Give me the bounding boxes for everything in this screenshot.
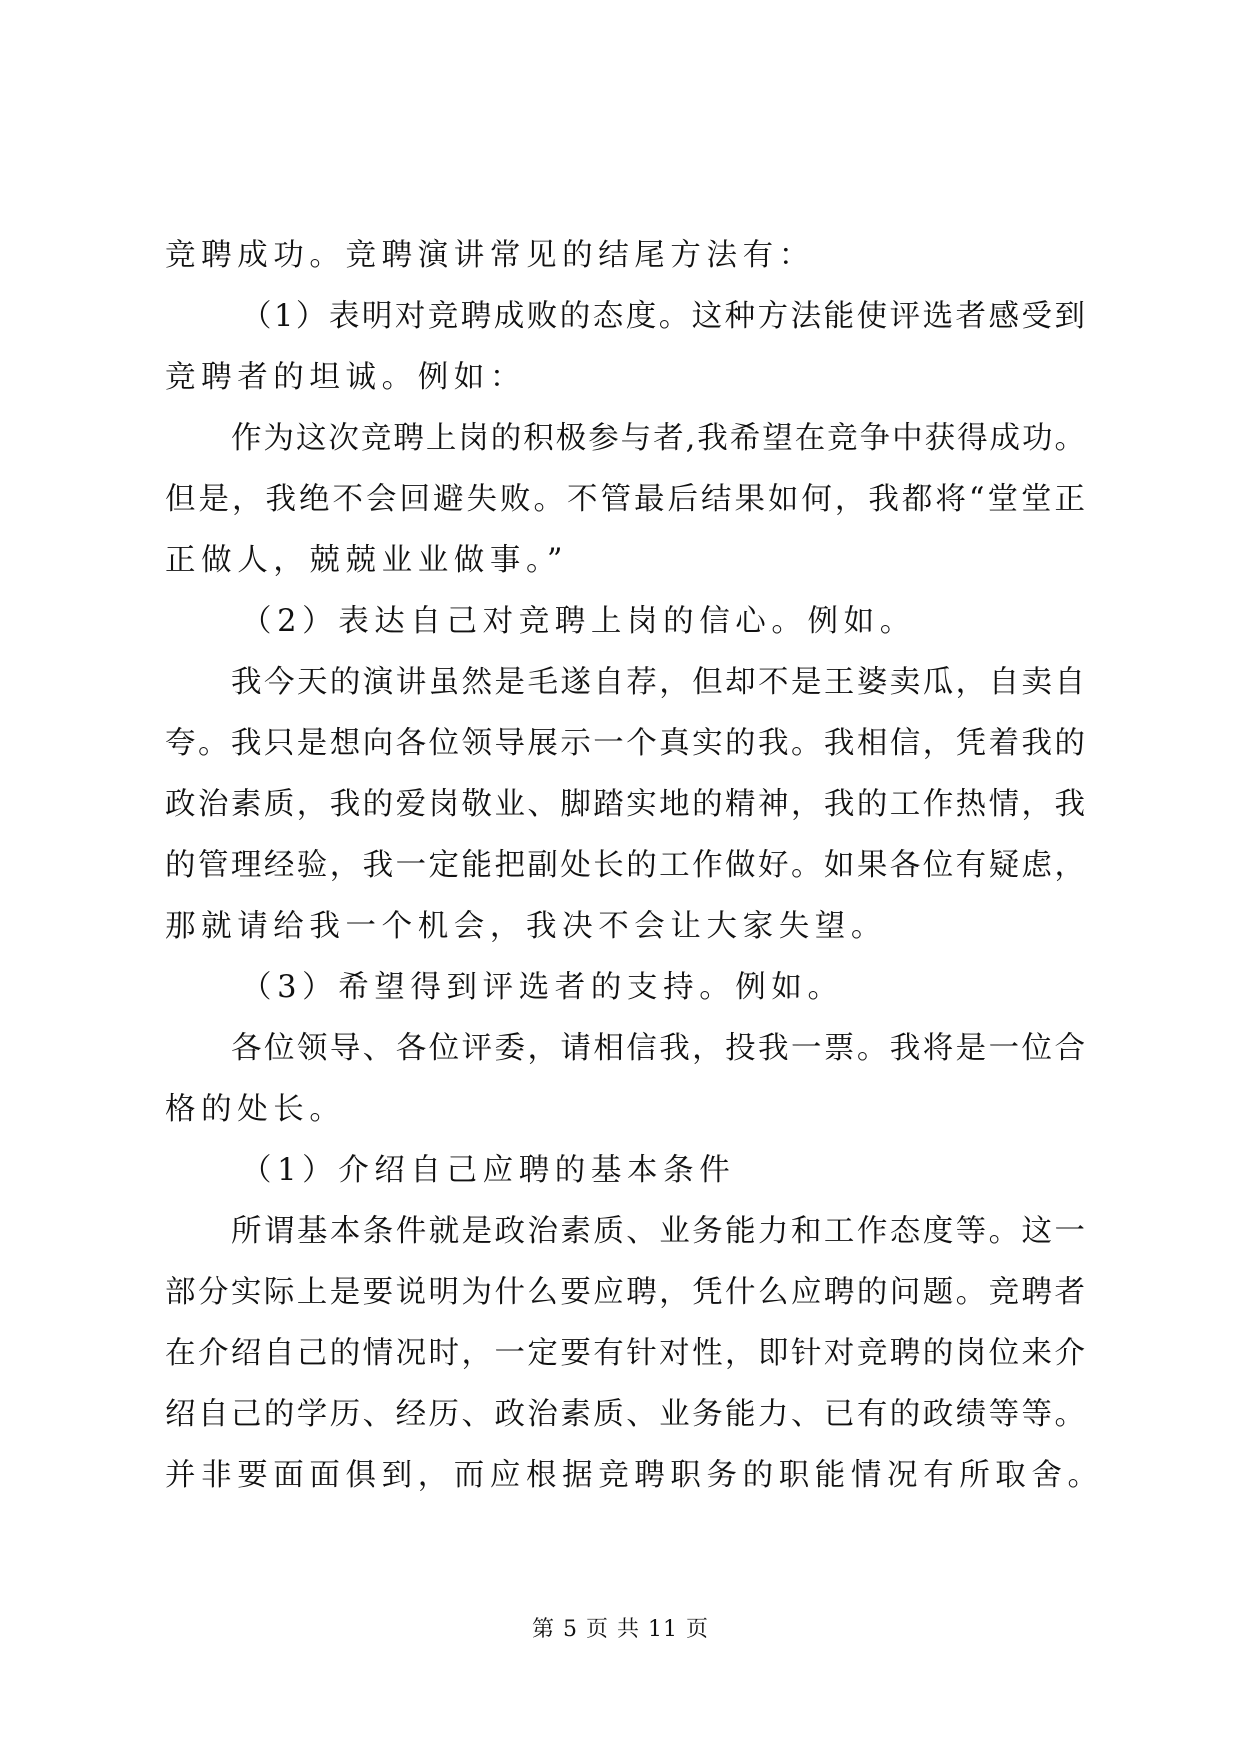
text-line: 作为这次竞聘上岗的积极参与者,我希望在竞争中获得成功。 <box>231 421 1085 456</box>
text-line: 我今天的演讲虽然是毛遂自荐，但却不是王婆卖瓜，自卖自 <box>231 665 1085 700</box>
text-line: 的管理经验，我一定能把副处长的工作做好。如果各位有疑虑， <box>165 848 1085 883</box>
text-line: 竞聘成功。竞聘演讲常见的结尾方法有： <box>165 238 815 273</box>
text-line: （2）表达自己对竞聘上岗的信心。例如。 <box>241 604 916 639</box>
text-line: 各位领导、各位评委，请相信我，投我一票。我将是一位合 <box>231 1031 1085 1066</box>
text-line: 格的处长。 <box>165 1092 346 1127</box>
page-number-footer: 第 5 页 共 11 页 <box>532 1617 709 1642</box>
text-line: （1）表明对竞聘成败的态度。这种方法能使评选者感受到 <box>241 299 1085 334</box>
text-line: 但是，我绝不会回避失败。不管最后结果如何，我都将“堂堂正 <box>165 482 1085 517</box>
text-line: 竞聘者的坦诚。例如： <box>165 360 526 395</box>
text-line: 政治素质，我的爱岗敬业、脚踏实地的精神，我的工作热情，我 <box>165 787 1085 822</box>
text-line: 并非要面面俱到，而应根据竞聘职务的职能情况有所取舍。 <box>165 1458 1104 1493</box>
section-heading: （1）介绍自己应聘的基本条件 <box>241 1153 736 1188</box>
text-line: 那就请给我一个机会，我决不会让大家失望。 <box>165 909 887 944</box>
text-line: 在介绍自己的情况时，一定要有针对性，即针对竞聘的岗位来介 <box>165 1336 1085 1371</box>
text-line: （3）希望得到评选者的支持。例如。 <box>241 970 844 1005</box>
text-line: 部分实际上是要说明为什么要应聘，凭什么应聘的问题。竞聘者 <box>165 1275 1085 1310</box>
text-line: 绍自己的学历、经历、政治素质、业务能力、已有的政绩等等。 <box>165 1397 1085 1432</box>
text-line: 夸。我只是想向各位领导展示一个真实的我。我相信，凭着我的 <box>165 726 1085 761</box>
document-body <box>165 225 1104 1506</box>
text-line: 正做人，兢兢业业做事。” <box>165 543 569 578</box>
text-line: 所谓基本条件就是政治素质、业务能力和工作态度等。这一 <box>231 1214 1085 1249</box>
